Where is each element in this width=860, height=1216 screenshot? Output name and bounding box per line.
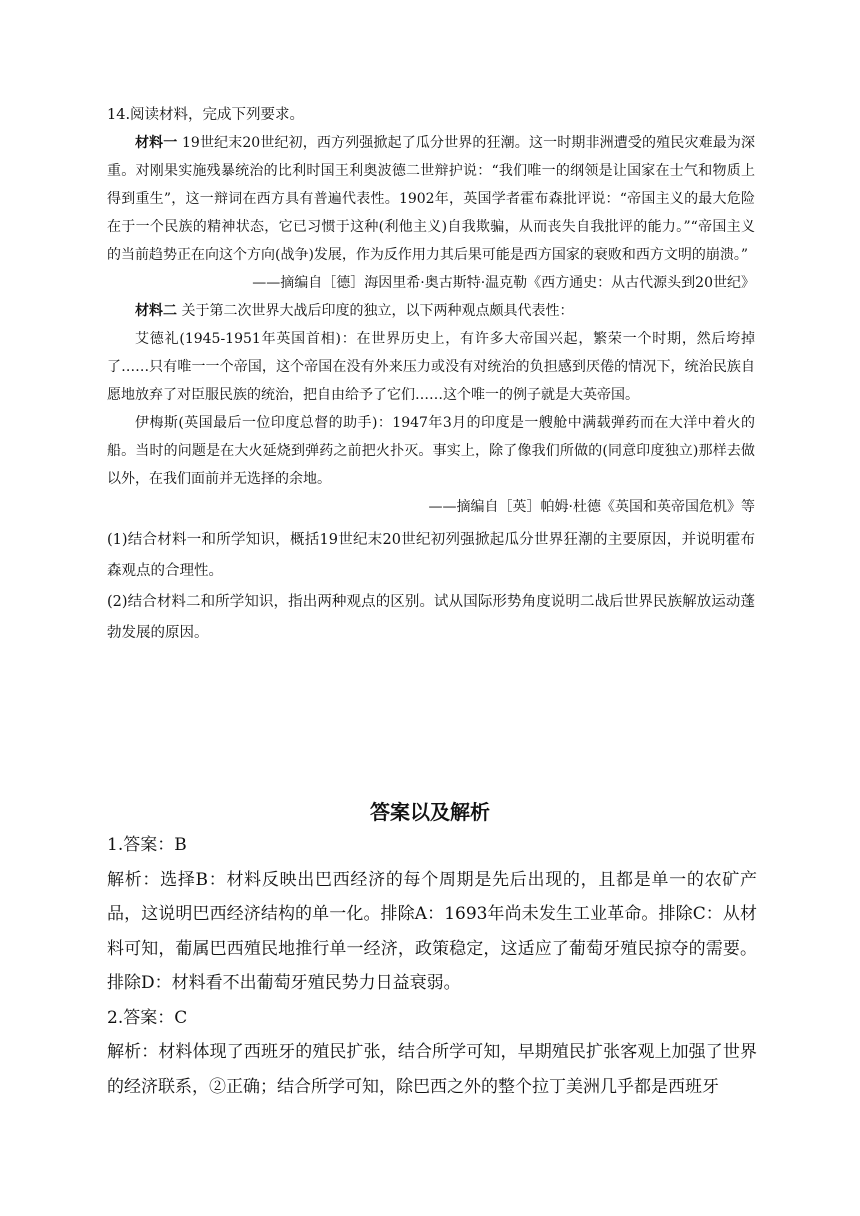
sub-question-2: (2)结合材料二和所学知识，指出两种观点的区别。试从国际形势角度说明二战后世界民族解放运动蓬勃发展的原因。 (107, 594, 755, 641)
question-14 (107, 104, 755, 649)
material-2-view-attlee: 艾德礼(1945-1951年英国首相)：在世界历史上，有许多大帝国兴起，繁荣一个时期，然后垮掉了……只有唯一一个帝国，这个帝国在没有外来压力或没有对统治的负担感到厌倦的情况下，统治民族自愿地放弃了对臣服民族的统治，把自由给予了它们……这个唯一的例子就是大英帝国。 (107, 331, 755, 403)
sub-question-1: (1)结合材料一和所学知识，概括19世纪末20世纪初列强掀起瓜分世界狂潮的主要原因，并说明霍布森观点的合理性。 (107, 532, 755, 579)
material-1-text: 19世纪末20世纪初，西方列强掀起了瓜分世界的狂潮。这一时期非洲遭受的殖民灾难最为深重。对刚果实施残暴统治的比利时国王利奥波德二世辩护说：“我们唯一的纲领是让国家在士气和物质上得到重生”，这一辩词在西方具有普遍代表性。1902年，英国学者霍布森批评说：“帝国主义的最大危险在于一个民族的精神状态，它已习惯于这种(利他主义)自我欺骗，从而丧失自我批评的能力。”“帝国主义的当前趋势正在向这个方向(战争)发展，作为反作用力其后果可能是西方国家的衰败和西方文明的崩溃。” (107, 135, 755, 263)
material-2-intro: 关于第二次世界大战后印度的独立，以下两种观点颇具代表性： (181, 303, 574, 319)
material-2-source: ——摘编自［英］帕姆·杜德《英国和英帝国危机》等 (428, 499, 755, 515)
answers-section (107, 828, 757, 1104)
material-1-source: ——摘编自［德］海因里希·奥古斯特·温克勒《西方通史：从古代源头到20世纪》 (252, 275, 755, 291)
material-2-label: 材料二 (135, 303, 177, 319)
material-2-view-ismay: 伊梅斯(英国最后一位印度总督的助手)：1947年3月的印度是一艘舱中满载弹药而在大洋中着火的船。当时的问题是在大火延烧到弹药之前把火扑灭。事实上，除了像我们所做的(同意印度独立)那样去做以外，在我们面前并无选择的余地。 (107, 415, 755, 487)
explanation-2: 解析：材料体现了西班牙的殖民扩张，结合所学可知，早期殖民扩张客观上加强了世界的经济联系，②正确；结合所学可知，除巴西之外的整个拉丁美洲几乎都是西班牙 (107, 1042, 757, 1097)
question-title: 14.阅读材料，完成下列要求。 (107, 107, 305, 123)
answer-2: 2.答案：C (107, 1007, 188, 1028)
material-1-label: 材料一 (135, 135, 178, 151)
answers-heading: 答案以及解析 (370, 800, 490, 824)
answer-1: 1.答案：B (107, 835, 187, 855)
explanation-1: 解析：选择B：材料反映出巴西经济的每个周期是先后出现的，且都是单一的农矿产品，这说明巴西经济结构的单一化。排除A：1693年尚未发生工业革命。排除C：从材料可知，葡属巴西殖民地推行单一经济，政策稳定，这适应了葡萄牙殖民掠夺的需要。排除D：材料看不出葡萄牙殖民势力日益衰弱。 (107, 869, 757, 993)
material-2 (107, 297, 755, 325)
material-1 (107, 129, 755, 269)
